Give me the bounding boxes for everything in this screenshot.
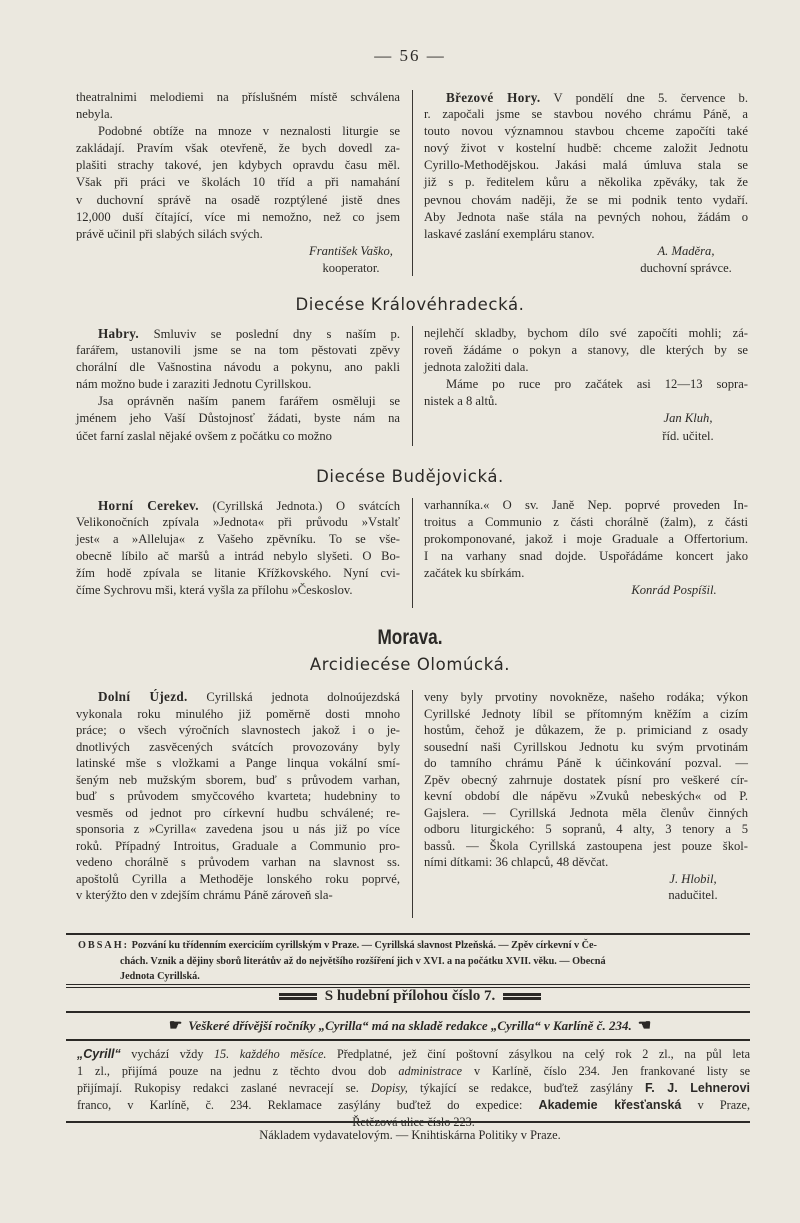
- line-text: roků. Případný Introitus, Graduale a Communio pro-: [76, 838, 400, 853]
- line-text: Cyrillská jednota dolnoújezdská: [206, 690, 400, 704]
- line-text: Cyrillo-Methodějskou. Jakási malá úmluva stala se: [424, 158, 748, 173]
- ornament-bars: [279, 993, 317, 1000]
- text-line: [76, 209, 400, 226]
- line-text: prokomponované, jakož i moje Graduale a Offertorium.: [424, 532, 748, 547]
- info-text: franco, v Karlíně, č. 234. Reklamace zasýlány buďtež do expedice:: [77, 1098, 539, 1112]
- line-text: nejlehčí skladby, bychom dílo své započíti mohli; zá-: [424, 326, 748, 340]
- column-divider: [412, 690, 413, 918]
- line-text: nový život v kostelní hudbě: chceme založit Jednotu: [424, 141, 748, 156]
- text-line: [76, 772, 400, 789]
- text-line: [76, 854, 400, 871]
- line-text: šeným neb mužským sborem, buď s průvodem varhan,: [76, 772, 400, 787]
- article-brezove-hory: [424, 89, 748, 277]
- line-text: účet farní zaslal nějaké ovšem z počátku co možno: [76, 428, 332, 443]
- line-text: číme Sychrovu mši, která vyšla za přílohu »Českoslov.: [76, 583, 353, 598]
- line-text: již s p. ředitelem kůru a několika zpěváky, tak že: [424, 175, 748, 190]
- line-text: sponsoria z »Cyrilla« zavedena jsou u nás již po více: [76, 822, 400, 836]
- line-text: nistek a 8 altů.: [424, 394, 498, 409]
- text-line: [424, 531, 748, 548]
- text-line: [424, 548, 748, 565]
- line-text: odboru liturgického: 5 sopranů, 4 alty, 3 tenory a 5: [424, 822, 748, 836]
- text-line: [424, 497, 748, 514]
- text-line: [76, 325, 400, 342]
- line-text: Zpěv obecný zahrnuje dostatek písní pro veškeré cír-: [424, 772, 748, 787]
- printer-imprint: Nákladem vydavatelovým. — Knihtiskárna Politiky v Praze.: [259, 1128, 561, 1142]
- line-text: dnotlivých zasvěcených svátcích provozovány byly: [76, 739, 400, 754]
- contents-text: chách. Vznik a dějiny sborů literátův až do největšího rozšíření jich v XVI. a na počátku XVII. věku. — Obecná: [120, 955, 606, 967]
- line-text: V pondělí dne 5. července b.: [553, 91, 749, 105]
- text-line: [424, 706, 748, 723]
- text-line: [424, 106, 748, 123]
- line-text: obecně líbilo ač maršů a intrád nebylo slyšeti. O Bo-: [76, 549, 400, 564]
- text-line: [76, 192, 400, 209]
- article-dolni-ujezd: [76, 689, 400, 904]
- text-line: [76, 89, 400, 106]
- line-text: práce; o všech výročních slavnostech jakož i o je-: [76, 723, 400, 737]
- line-text: roveň žádáme o pokyn a stanovy, dle kterých by se: [424, 343, 748, 358]
- text-line: [424, 359, 748, 376]
- author-signature: A. Maděra,: [657, 243, 715, 258]
- rule: [66, 933, 750, 935]
- text-line: [76, 689, 400, 706]
- line-text: touto novou významnou stavbou chceme započíti také: [424, 124, 748, 139]
- line-text: troitus a Communio z části chorálně (žalm), z části: [424, 515, 748, 530]
- line-text: ními dítkami: 36 chlapců, 48 děvčat.: [424, 855, 609, 869]
- line-text: vykonala roku minulého již poměrně dosti mnoho: [76, 706, 400, 721]
- info-text: 1 zl., přijímá pouze na jednu z těchto dvou dob: [77, 1064, 399, 1078]
- line-text: farářem, ustanovili jsme se na tom pěstovati zpěvy: [76, 343, 400, 358]
- info-text: vychází vždy: [120, 1047, 214, 1061]
- line-text: do tamního chrámu Páně k účinkování pozval. —: [424, 756, 748, 770]
- line-text: vesměs od jednot pro církevní hudbu schválené; re-: [76, 805, 400, 820]
- text-line: [424, 821, 748, 838]
- text-line: [76, 359, 400, 376]
- text-line: [76, 838, 400, 855]
- text-line: [76, 722, 400, 739]
- text-line: [76, 788, 400, 805]
- line-text: pevnou chovám naději, že se mi podnik tento vydaří.: [424, 192, 748, 207]
- author-title: nadučitel.: [668, 888, 718, 902]
- info-text: týkající se redakce, buďtež zasýlány: [407, 1081, 646, 1095]
- text-line: [76, 376, 400, 393]
- line-text: hostům, čehož je důkazem, že p. primiciand z osady: [424, 723, 748, 737]
- text-line: [76, 342, 400, 359]
- line-text: kevní období dle nápěvu »Zvuků nebeských« od P.: [424, 789, 748, 803]
- text-line: [424, 772, 748, 789]
- author-title: říd. učitel.: [662, 428, 714, 443]
- line-text: Jsa oprávněn naším panem farářem osměluji se: [98, 394, 400, 409]
- journal-name: „Cyrill“: [77, 1047, 121, 1061]
- line-text: r. započali jsme se stavbou nového chrámu Páně, a: [424, 107, 748, 122]
- text-line: [76, 755, 400, 772]
- text-line: [424, 174, 748, 191]
- text-line: [424, 788, 748, 805]
- text-line: [424, 157, 748, 174]
- text-line: [424, 722, 748, 739]
- author-signature: Jan Kluh,: [663, 411, 713, 426]
- line-text: bassů. — Škola Cyrillská zastoupena jest pouze škol-: [424, 838, 748, 853]
- info-text: administrace: [398, 1064, 463, 1078]
- article-habry-continued: [424, 325, 748, 445]
- text-line: [76, 514, 400, 531]
- music-supplement-note: [0, 988, 800, 1005]
- supplement-text: S hudební přílohou číslo 7.: [324, 988, 496, 1004]
- ornament-bars: [503, 993, 541, 1000]
- line-text: v duchovní správě na osadě rozptýlené jistě dnes: [76, 192, 400, 207]
- page-number: — 56 —: [374, 46, 446, 65]
- section-heading-kralovehradecka: Diecése Královéhradecká.: [295, 295, 525, 314]
- info-text: Předplatné, jež činí poštovní zásylkou na celý rok 2 zl., na půl leta: [326, 1047, 750, 1061]
- publication-info: [77, 1046, 750, 1131]
- contents-text: Jednota Cyrillská.: [120, 971, 200, 982]
- column-divider: [412, 498, 413, 608]
- info-text: v Praze,: [681, 1098, 750, 1112]
- text-line: [424, 565, 748, 582]
- text-line: [424, 393, 748, 410]
- author-title: kooperator.: [322, 260, 380, 275]
- author-title: duchovní správce.: [640, 260, 732, 275]
- line-text: Však při práci ve školách 10 tříd a při namahání: [76, 175, 400, 190]
- author-signature: Konrád Pospíšil.: [631, 583, 717, 598]
- line-text: vedeno chorálně s průvodem varhan na slavnost ss.: [76, 855, 400, 869]
- line-text: Velikonočních zpívala »Jednota« při průvodu »Vstalť: [76, 515, 400, 530]
- line-text: laskavé zaslání exempláru stanov.: [424, 226, 595, 241]
- text-line: [76, 582, 400, 599]
- article-horni-cerekev-continued: [424, 497, 748, 600]
- text-line: [76, 548, 400, 565]
- info-text: přijímají. Rukopisy redakci zaslané nevracejí se.: [77, 1081, 371, 1095]
- place-name: Dolní Újezd.: [98, 689, 188, 704]
- text-line: [424, 89, 748, 106]
- article-horni-cerekev: [76, 497, 400, 600]
- text-line: [76, 140, 400, 157]
- line-text: plašiti strachy takové, jen kdybych opravdu času měl.: [76, 158, 400, 173]
- rule: [66, 1039, 750, 1041]
- text-line: [76, 123, 400, 140]
- text-line: [76, 106, 400, 123]
- line-text: jménem jeho Vaší Důstojnosť žádati, byste nám na: [76, 411, 400, 426]
- text-line: [76, 226, 400, 243]
- line-text: Máme po ruce pro začátek asi 12—13 sopra-: [446, 377, 748, 392]
- text-line: [424, 805, 748, 822]
- text-line: [76, 871, 400, 888]
- rule: [66, 984, 750, 985]
- line-text: Cyrillské Jednoty líbil se přítomným kněžím a cizím: [424, 706, 748, 721]
- text-line: [76, 821, 400, 838]
- section-heading-morava: Morava.: [377, 626, 443, 649]
- place-name: Horní Cerekev.: [98, 498, 199, 513]
- author-signature: J. Hlobil,: [669, 871, 717, 886]
- contents-summary: [78, 938, 750, 985]
- text-line: [76, 157, 400, 174]
- line-text: sousední naši Cyrillskou Jednotu ku svým prvotinám: [424, 739, 748, 754]
- text-line: [424, 854, 748, 871]
- line-text: Podobné obtíže na mnoze v neznalosti liturgie se: [98, 124, 400, 139]
- text-line: [424, 376, 748, 393]
- info-text: 15. každého měsíce.: [213, 1047, 327, 1061]
- place-name: Březové Hory.: [446, 90, 541, 105]
- text-line: [76, 174, 400, 191]
- line-text: jest« a »Alleluja« z Vašeho zpěvníku. To se vše-: [76, 532, 400, 547]
- line-text: Gajslera. — Cyrillská Jednota měla členův činných: [424, 805, 748, 820]
- column-divider: [412, 90, 413, 276]
- editor-name: F. J. Lehnerovi: [645, 1081, 750, 1095]
- info-text: v Karlíně, číslo 234. Jen frankované listy se: [462, 1064, 750, 1078]
- back-issues-notice: [0, 1016, 800, 1035]
- article-continuation: [76, 89, 400, 277]
- text-line: [424, 192, 748, 209]
- place-name: Habry.: [98, 326, 140, 341]
- text-line: [76, 805, 400, 822]
- line-text: veny byly prvotiny novokněze, našeho rodáka; výkon: [424, 690, 748, 704]
- article-habry: [76, 325, 400, 445]
- line-text: (Cyrillská Jednota.) O svátcích: [212, 499, 400, 513]
- rule: [66, 1121, 750, 1123]
- line-text: zakládají. Pravím však otevřeně, že bych dovedl za-: [76, 141, 400, 156]
- line-text: Smluviv se poslední dny s naším p.: [153, 327, 400, 341]
- text-line: [424, 739, 748, 756]
- line-text: 12,000 duší čítající, více mi nemožno, než co jsem: [76, 209, 400, 224]
- text-line: [424, 325, 748, 342]
- text-line: [424, 689, 748, 706]
- text-line: [424, 209, 748, 226]
- pointing-hand-left-icon: ☚: [637, 1018, 652, 1034]
- text-line: [76, 887, 400, 904]
- contents-text: Pozvání ku třídenním exerciciím cyrillským v Praze. — Cyrillská slavnost Plzeňská. — Zpěv církevní v Če-: [131, 940, 597, 951]
- line-text: theatralnimi melodiemi na příslušném místě schválena: [76, 90, 400, 104]
- column-divider: [412, 326, 413, 446]
- line-text: jednota založiti dala.: [424, 360, 529, 375]
- text-line: [424, 838, 748, 855]
- text-line: [424, 226, 748, 243]
- section-heading-olomucka: Arcidiecése Olomúcká.: [309, 655, 511, 674]
- line-text: nebyla.: [76, 107, 113, 122]
- pointing-hand-right-icon: ☛: [168, 1018, 183, 1034]
- line-text: nám možno bude i zaraziti Jednotu Cyrillskou.: [76, 377, 312, 392]
- text-line: [76, 531, 400, 548]
- article-dolni-ujezd-continued: [424, 689, 748, 904]
- expedition-name: Akademie křesťanská: [538, 1098, 682, 1112]
- line-text: varhanníka.« O sv. Janě Nep. poprvé proveden In-: [424, 498, 748, 512]
- line-text: I na varhany snad dojde. Uspořádáme koncert jako: [424, 549, 748, 564]
- info-text: Dopisy,: [370, 1081, 408, 1095]
- text-line: [424, 123, 748, 140]
- rule: [66, 1011, 750, 1013]
- text-line: [76, 497, 400, 514]
- notice-text: Veškeré dřívější ročníky „Cyrilla“ má na skladě redakce „Cyrilla“ v Karlíně č. 234.: [188, 1018, 632, 1033]
- text-line: [76, 410, 400, 427]
- text-line: [76, 565, 400, 582]
- text-line: [76, 706, 400, 723]
- author-signature: František Vaško,: [309, 243, 393, 258]
- line-text: žím hodě zpívala se litanie Křížkovského. Nyní cvi-: [76, 566, 400, 581]
- line-text: buď s průvodem smyčcového kvarteta; hudebniny to: [76, 789, 400, 803]
- line-text: Aby Jednota naše stála na pevných nohou, žádám o: [424, 209, 748, 224]
- line-text: právě učinil při slabých silách svých.: [76, 226, 263, 241]
- line-text: chorální dle Vašnostina návodu a pokynu, ano pakli: [76, 360, 400, 375]
- line-text: začátek ku sbírkám.: [424, 566, 525, 581]
- text-line: [424, 514, 748, 531]
- text-line: [76, 428, 400, 445]
- section-heading-budejovicka: Diecése Budějovická.: [316, 467, 504, 486]
- text-line: [424, 140, 748, 157]
- text-line: [76, 739, 400, 756]
- text-line: [424, 342, 748, 359]
- line-text: latinské mše s vložkami a Pange linqua vokální smí-: [76, 756, 400, 770]
- line-text: apoštolů Cyrilla a Methoděje lonského roku poprvé,: [76, 871, 400, 886]
- text-line: [76, 393, 400, 410]
- contents-label: OBSAH:: [78, 940, 130, 951]
- text-line: [424, 755, 748, 772]
- line-text: v kterýžto den v zdejším chrámu Páně zároveň sla-: [76, 888, 333, 902]
